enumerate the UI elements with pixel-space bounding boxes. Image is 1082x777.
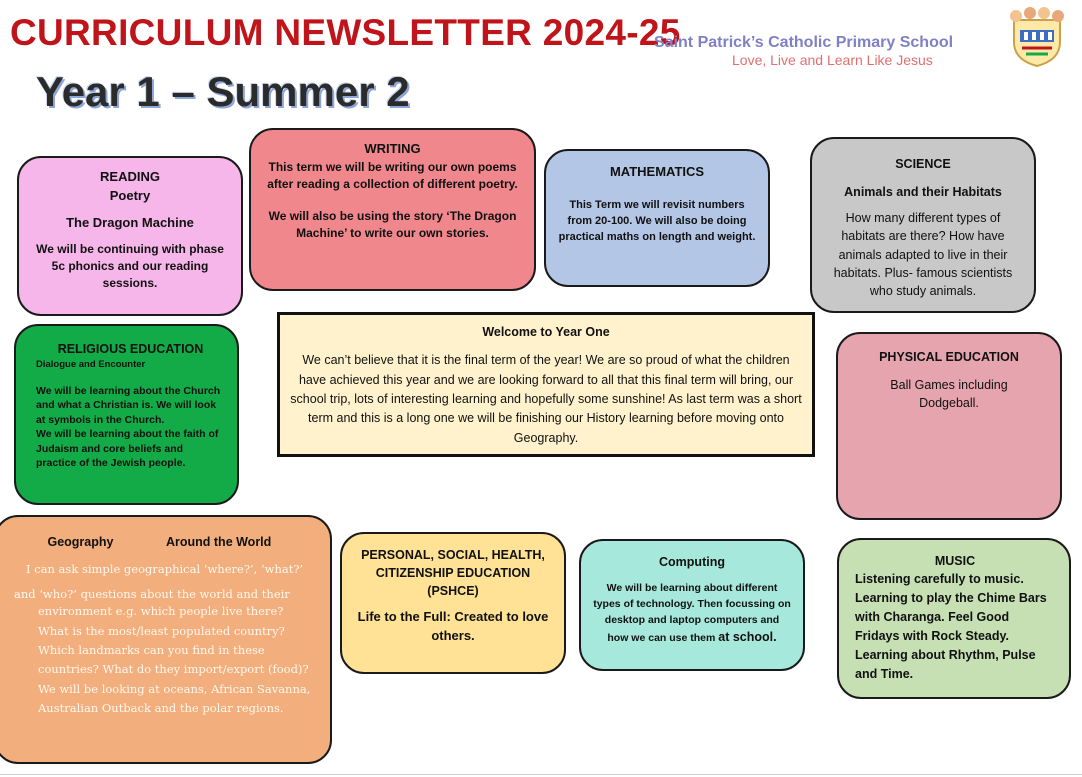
geography-text: environment e.g. which people live there? What is the most/least populated country? Which landmarks can you find in these countries? What do they import/export (food)? We will be looking at oceans, African Savanna, Australian Outback and the polar regions.: [38, 604, 311, 716]
reading-text: We will be continuing with phase 5c phonics and our reading sessions.: [36, 241, 224, 291]
re-text-2: We will be learning about the faith of Judaism and core beliefs and practice of the Jewish people.: [36, 428, 219, 470]
welcome-text: We can’t believe that it is the final term of the year! We are so proud of what the children have achieved this year and we are looking forward to all that this final term will bring, our school trip, lots of interesting learning and hopefully some sunshine! As last term was a short term and this is a long one we will be finishing our History learning before moving onto Geography.: [290, 353, 802, 445]
re-heading: RELIGIOUS EDUCATION: [57, 342, 204, 356]
reading-topic: Poetry: [109, 187, 151, 203]
music-box: [837, 538, 1071, 699]
school-motto: Love, Live and Learn Like Jesus: [732, 52, 933, 68]
page-divider: [0, 774, 1082, 775]
geography-heading: Geography: [47, 535, 114, 549]
computing-text: We will be learning about different types of technology. Then focussing on desktop and laptop computers and how we can use them: [593, 582, 791, 645]
re-box: [14, 324, 239, 505]
school-crest-icon: [1002, 6, 1072, 68]
term-subtitle: Year 1 – Summer 2: [36, 68, 410, 115]
maths-text: This Term we will revisit numbers from 20-100. We will also be doing practical maths on length and weight.: [558, 198, 756, 243]
writing-heading: WRITING: [364, 141, 421, 156]
pshce-heading: PERSONAL, SOCIAL, HEALTH, CITIZENSHIP EDUCATION (PSHCE): [361, 548, 545, 599]
pe-heading: PHYSICAL EDUCATION: [879, 350, 1019, 364]
welcome-box: [277, 312, 815, 457]
music-heading: MUSIC: [934, 554, 976, 568]
music-text: Listening carefully to music. Learning to play the Chime Bars with Charanga. Feel Good Fridays with Rock Steady. Learning about Rhythm, Pulse and Time.: [855, 572, 1047, 682]
reading-book: The Dragon Machine: [66, 214, 194, 230]
maths-heading: MATHEMATICS: [609, 164, 705, 179]
re-text-1: We will be learning about the Church and what a Christian is. We will look at symbols in the Church.: [36, 384, 221, 426]
pe-text: Ball Games including Dodgeball.: [890, 378, 1008, 411]
science-heading: SCIENCE: [895, 157, 951, 171]
writing-box: [249, 128, 536, 291]
pshce-box: [340, 532, 566, 674]
science-text: How many different types of habitats are there? How have animals adapted to live in their habitats. Plus- famous scientists who study animals.: [833, 211, 1013, 298]
reading-heading: READING: [100, 169, 160, 184]
computing-heading: Computing: [659, 555, 725, 569]
writing-text-2: We will also be using the story ‘The Dragon Machine’ to write our own stories.: [268, 208, 517, 241]
science-topic: Animals and their Habitats: [844, 185, 1002, 200]
computing-text-tail: at school.: [718, 630, 777, 645]
welcome-heading: Welcome to Year One: [482, 325, 610, 339]
geography-box: [0, 515, 332, 764]
geography-line-1: I can ask simple geographical ‘where?’, ‘what?’: [26, 562, 304, 577]
geography-topic: Around the World: [165, 535, 272, 549]
pshce-text: Life to the Full: Created to love others.: [357, 609, 549, 644]
science-box: [810, 137, 1036, 313]
newsletter-title: CURRICULUM NEWSLETTER 2024-25: [10, 12, 681, 53]
computing-box: [579, 539, 805, 671]
pe-box: [836, 332, 1062, 520]
maths-box: [544, 149, 770, 287]
geography-line-2: and ‘who?’ questions about the world and their: [14, 586, 290, 601]
writing-text-1: This term we will be writing our own poems after reading a collection of different poetry.: [267, 159, 518, 192]
reading-box: [17, 156, 243, 316]
re-subheading: Dialogue and Encounter: [36, 359, 146, 371]
school-name: Saint Patrick’s Catholic Primary School: [654, 34, 954, 51]
